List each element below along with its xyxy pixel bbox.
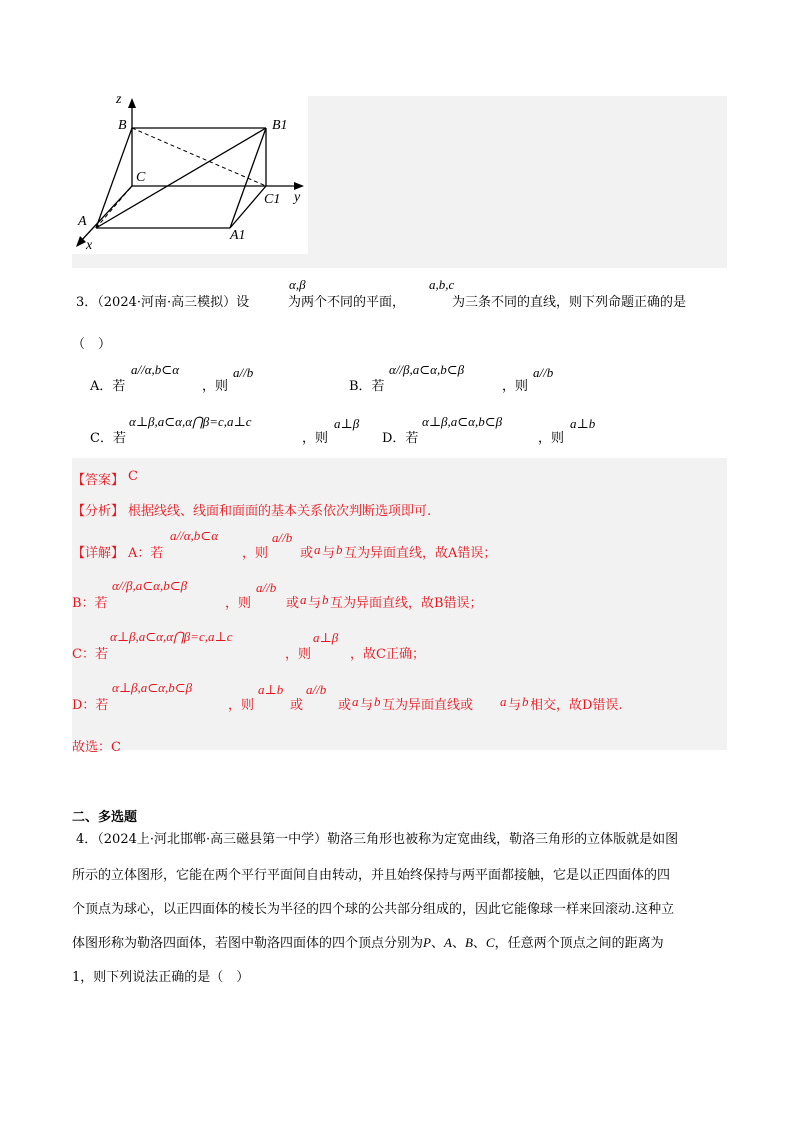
detail-D-var-b: b — [374, 694, 381, 709]
q4-line-1: 4．（2024上·河北邯郸·高三磁县第一中学）勒洛三角形也被称为定宽曲线，勒洛三角形的立体版就是如图 — [76, 832, 679, 847]
detail-A-and: 与 — [322, 546, 336, 561]
detail-C-result: a⊥β — [313, 630, 339, 645]
detail-A-tail: 互为异面直线，故A错误； — [344, 546, 497, 561]
answer-value: C — [128, 469, 138, 484]
section-heading: 二、多选题 — [72, 810, 138, 825]
q4-sep-1: 、 — [430, 936, 444, 951]
answer-tag: 【答案】 — [72, 473, 125, 488]
detail-A-then: ，则 — [242, 546, 269, 561]
choose-line: 故选：C — [72, 740, 121, 755]
detail-D-condition: α⊥β,a⊂α,b⊂β — [112, 680, 193, 695]
detail-D-skew-or: 互为异面直线或 — [382, 698, 474, 713]
detail-C-tail: ，故C正确； — [350, 647, 425, 662]
detail-A-condition: a//α,b⊂α — [170, 528, 219, 543]
detail-A-var-a: a — [314, 542, 321, 557]
detail-A-or: 或 — [300, 546, 314, 561]
detail-B-tail: 互为异面直线，故B错误； — [330, 596, 483, 611]
detail-A-var-b: b — [336, 542, 343, 557]
option-D-condition: α⊥β,a⊂α,b⊂β — [422, 414, 503, 429]
q4-line-4-text: 体图形称为勒洛四面体，若图中勒洛四面体的四个顶点分别为 — [72, 936, 424, 951]
option-D-label: D．若 — [382, 431, 419, 446]
q4-vertex-P: P — [423, 935, 431, 950]
detail-B-condition: α//β,a⊂α,b⊂β — [112, 578, 188, 593]
detail-A-result: a//b — [272, 530, 293, 545]
q3-stem-mid: 为两个不同的平面， — [288, 295, 406, 310]
option-B-then: ，则 — [502, 379, 529, 394]
q4-sep-3: 、 — [472, 936, 486, 951]
detail-B-then: ，则 — [225, 596, 252, 611]
q3-stem-math-lines: a,b,c — [429, 277, 455, 292]
figure-frame — [72, 92, 308, 254]
option-B-condition: α//β,a⊂α,b⊂β — [389, 362, 465, 377]
option-B-result: a//b — [533, 365, 554, 380]
axis-label-z: z — [116, 92, 122, 107]
option-C-then: ，则 — [302, 431, 329, 446]
detail-B-or: 或 — [286, 596, 300, 611]
option-C-result: a⊥β — [334, 416, 360, 431]
q4-vertex-C: C — [485, 935, 495, 950]
detail-D-lead: D：若 — [72, 698, 109, 713]
vertex-label-A: A — [78, 214, 87, 229]
q3-stem-prefix: 3．（2024·河南·高三模拟）设 — [76, 295, 250, 310]
q4-sep-2: 、 — [451, 936, 465, 951]
option-C-label: C．若 — [90, 431, 126, 446]
detail-D-result: a⊥b — [258, 682, 284, 697]
detail-D-var-a2: a — [500, 694, 507, 709]
option-C-condition: α⊥β,a⊂α,α⋂β=c,a⊥c — [129, 414, 252, 429]
option-B-label: B．若 — [349, 379, 385, 394]
q4-line-2: 所示的立体图形，它能在两个平行平面间自由转动，并且始终保持与两平面都接触，它是以正四面体的四 — [72, 868, 671, 883]
detail-D-and-1: 与 — [360, 698, 374, 713]
detail-D-or-1: 或 — [290, 698, 304, 713]
option-A-condition: a//α,b⊂α — [131, 362, 180, 377]
vertex-label-C1: C1 — [264, 192, 281, 207]
q3-blank: （ ） — [72, 337, 112, 352]
option-D-result: a⊥b — [570, 416, 596, 431]
axis-label-y: y — [294, 190, 301, 205]
q3-stem-suffix: 为三条不同的直线，则下列命题正确的是 — [452, 295, 687, 310]
detail-B-var-b: b — [322, 592, 329, 607]
vertex-label-B: B — [118, 118, 127, 133]
vertex-label-A1: A1 — [230, 228, 246, 243]
option-D-then: ，则 — [538, 431, 565, 446]
detail-D-var-b2: b — [522, 694, 529, 709]
analysis-tag: 【分析】 — [72, 504, 125, 519]
axis-label-x: x — [86, 238, 93, 253]
detail-B-and: 与 — [308, 596, 322, 611]
q4-line-3: 个顶点为球心，以正四面体的棱长为半径的四个球的公共部分组成的，因此它能像球一样来回滚动.这种立 — [72, 902, 675, 917]
detail-B-lead: B：若 — [72, 596, 108, 611]
detail-D-then: ，则 — [228, 698, 255, 713]
option-A-then: ，则 — [202, 379, 229, 394]
detail-tag: 【详解】 — [72, 546, 125, 561]
q4-line-5: 1，则下列说法正确的是（ ） — [72, 970, 250, 985]
q4-vertex-B: B — [464, 935, 473, 950]
vertex-label-C: C — [136, 170, 146, 185]
detail-D-or-2: 或 — [338, 698, 352, 713]
option-A-label: A．若 — [90, 379, 126, 394]
detail-B-var-a: a — [300, 592, 307, 607]
detail-D-and-2: 与 — [508, 698, 522, 713]
detail-B-result: a//b — [256, 580, 277, 595]
detail-A-lead: A：若 — [128, 546, 164, 561]
detail-D-tail: 相交，故D错误. — [530, 698, 623, 713]
detail-C-condition: α⊥β,a⊂α,α⋂β=c,a⊥c — [110, 629, 233, 644]
vertex-label-B1: B1 — [272, 118, 288, 133]
q4-line-4 — [72, 932, 664, 951]
option-A-result: a//b — [233, 365, 254, 380]
detail-C-lead: C：若 — [72, 647, 108, 662]
detail-C-then: ，则 — [285, 647, 312, 662]
detail-D-var-a: a — [352, 694, 359, 709]
detail-D-result-2: a//b — [306, 682, 327, 697]
q4-line-4-tail: ，任意两个顶点之间的距离为 — [494, 936, 664, 951]
q3-stem-math-planes: α,β — [289, 277, 306, 292]
q4-vertex-A: A — [443, 935, 452, 950]
analysis-text: 根据线线、线面和面面的基本关系依次判断选项即可. — [128, 504, 432, 519]
